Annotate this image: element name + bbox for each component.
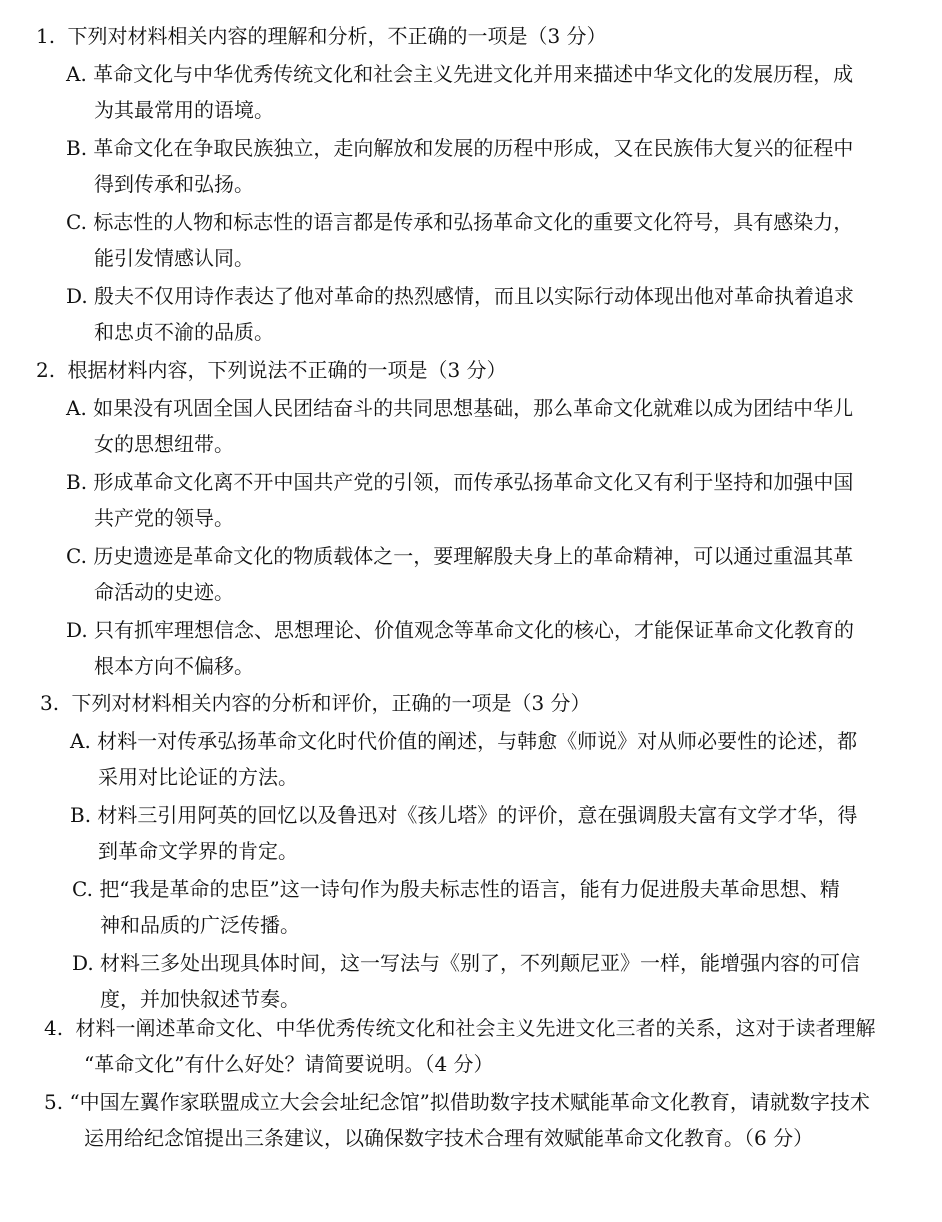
option-c (0, 538, 942, 610)
option-text-cont: 到革命文学界的肯定。 (98, 839, 298, 863)
option-text: 材料三引用阿英的回忆以及鲁迅对《孩儿塔》的评价，意在强调殷夫富有文学才华，得 (97, 803, 858, 827)
question-stem (0, 18, 942, 54)
option-text-cont: 得到传承和弘扬。 (94, 172, 254, 196)
question-text-cont: “革命文化”有什么好处？请简要说明。（4 分） (84, 1052, 494, 1076)
option-text: 历史遗迹是革命文化的物质载体之一，要理解殷夫身上的革命精神，可以通过重温其革 (93, 544, 854, 568)
option-text-cont: 采用对比论证的方法。 (98, 765, 298, 789)
option-text: 材料三多处出现具体时间，这一写法与《别了，不列颠尼亚》一样，能增强内容的可信 (100, 951, 861, 975)
option-label: D. (66, 618, 88, 642)
option-text-cont: 神和品质的广泛传播。 (100, 913, 300, 937)
option-text-cont: 共产党的领导。 (94, 506, 234, 530)
question-number: 4. (44, 1016, 64, 1040)
option-label: A. (66, 62, 87, 86)
option-label: A. (70, 729, 91, 753)
question-stem (0, 1084, 942, 1120)
option-text-cont: 根本方向不偏移。 (94, 654, 254, 678)
option-text: 革命文化与中华优秀传统文化和社会主义先进文化并用来描述中华文化的发展历程，成 (93, 62, 854, 86)
option-b (0, 797, 942, 869)
question-4 (0, 1010, 942, 1082)
question-text: 根据材料内容，下列说法不正确的一项是（3 分） (67, 358, 507, 382)
question-text: “中国左翼作家联盟成立大会会址纪念馆”拟借助数字技术赋能革命文化教育，请就数字技术 (69, 1090, 870, 1114)
option-text-cont: 为其最常用的语境。 (94, 98, 274, 122)
question-stem (0, 1010, 942, 1046)
option-label: A. (66, 396, 87, 420)
option-label: B. (70, 803, 92, 827)
question-text: 下列对材料相关内容的理解和分析，不正确的一项是（3 分） (67, 24, 607, 48)
option-label: D. (72, 951, 94, 975)
question-5 (0, 1084, 942, 1156)
option-text: 只有抓牢理想信念、思想理论、价值观念等革命文化的核心，才能保证革命文化教育的 (94, 618, 855, 642)
option-text-cont: 命活动的史迹。 (94, 580, 234, 604)
question-text: 材料一阐述革命文化、中华优秀传统文化和社会主义先进文化三者的关系，这对于读者理解 (75, 1016, 876, 1040)
question-stem (0, 352, 942, 388)
question-number: 3. (40, 691, 60, 715)
option-label: C. (66, 544, 87, 568)
option-text-cont: 和忠贞不渝的品质。 (94, 320, 274, 344)
option-a (0, 723, 942, 795)
option-text: 革命文化在争取民族独立，走向解放和发展的历程中形成，又在民族伟大复兴的征程中 (93, 136, 854, 160)
option-c (0, 204, 942, 276)
option-d (0, 612, 942, 684)
question-text: 下列对材料相关内容的分析和评价，正确的一项是（3 分） (71, 691, 591, 715)
option-d (0, 278, 942, 350)
option-text: 标志性的人物和标志性的语言都是传承和弘扬革命文化的重要文化符号，具有感染力， (93, 210, 854, 234)
question-2 (0, 352, 942, 684)
option-c (0, 871, 942, 943)
option-b (0, 464, 942, 536)
question-number: 5. (44, 1090, 64, 1114)
option-label: B. (66, 470, 88, 494)
option-text-cont: 能引发情感认同。 (94, 246, 254, 270)
option-label: C. (66, 210, 87, 234)
option-text: 材料一对传承弘扬革命文化时代价值的阐述，与韩愈《师说》对从师必要性的论述，都 (97, 729, 858, 753)
option-b (0, 130, 942, 202)
option-text-cont: 度，并加快叙述节奏。 (100, 987, 300, 1011)
option-a (0, 390, 942, 462)
question-1 (0, 18, 942, 350)
option-text: 把“我是革命的忠臣”这一诗句作为殷夫标志性的语言，能有力促进殷夫革命思想、精 (99, 877, 840, 901)
option-text-cont: 女的思想纽带。 (94, 432, 234, 456)
option-a (0, 56, 942, 128)
option-label: B. (66, 136, 88, 160)
option-text: 如果没有巩固全国人民团结奋斗的共同思想基础，那么革命文化就难以成为团结中华儿 (93, 396, 854, 420)
question-stem (0, 685, 942, 721)
question-text-cont: 运用给纪念馆提出三条建议，以确保数字技术合理有效赋能革命文化教育。（6 分） (84, 1126, 814, 1150)
option-label: C. (72, 877, 93, 901)
option-label: D. (66, 284, 88, 308)
question-3 (0, 685, 942, 1017)
question-number: 1. (36, 24, 56, 48)
option-d (0, 945, 942, 1017)
option-text: 形成革命文化离不开中国共产党的引领，而传承弘扬革命文化又有利于坚持和加强中国 (93, 470, 854, 494)
question-number: 2. (36, 358, 56, 382)
option-text: 殷夫不仅用诗作表达了他对革命的热烈感情，而且以实际行动体现出他对革命执着追求 (94, 284, 855, 308)
